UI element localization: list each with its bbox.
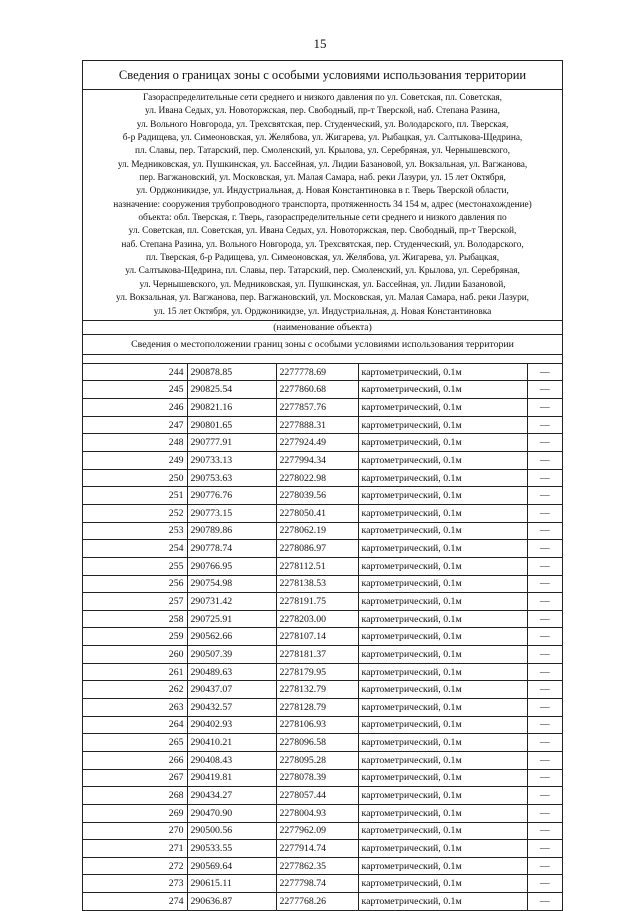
x-coordinate-cell: 290615.11 <box>187 875 276 893</box>
method-cell: картометрический, 0.1м <box>358 734 527 752</box>
y-coordinate-cell: 2277860.68 <box>276 381 358 399</box>
y-coordinate-cell: 2277862.35 <box>276 857 358 875</box>
y-coordinate-cell: 2278039.56 <box>276 487 358 505</box>
note-cell: — <box>527 804 562 822</box>
y-coordinate-cell: 2278203.00 <box>276 610 358 628</box>
table-row <box>83 734 562 752</box>
y-coordinate-cell: 2277857.76 <box>276 399 358 417</box>
point-number-cell: 264 <box>83 716 187 734</box>
method-cell: картометрический, 0.1м <box>358 875 527 893</box>
point-number-cell: 271 <box>83 840 187 858</box>
point-number-cell: 246 <box>83 399 187 417</box>
note-cell: — <box>527 487 562 505</box>
zone-boundaries-document <box>82 60 563 911</box>
x-coordinate-cell: 290408.43 <box>187 751 276 769</box>
note-cell: — <box>527 875 562 893</box>
table-row <box>83 716 562 734</box>
description-line: ул. Орджоникидзе, ул. Индустриальная, д. Новая Константиновка в г. Тверь Тверской области, <box>136 186 509 197</box>
method-cell: картометрический, 0.1м <box>358 381 527 399</box>
x-coordinate-cell: 290801.65 <box>187 416 276 434</box>
point-number-cell: 260 <box>83 646 187 664</box>
x-coordinate-cell: 290562.66 <box>187 628 276 646</box>
method-cell: картометрический, 0.1м <box>358 840 527 858</box>
table-row <box>83 381 562 399</box>
note-cell: — <box>527 734 562 752</box>
method-cell: картометрический, 0.1м <box>358 610 527 628</box>
table-row <box>83 434 562 452</box>
table-row <box>83 787 562 805</box>
point-number-cell: 254 <box>83 540 187 558</box>
x-coordinate-cell: 290776.76 <box>187 487 276 505</box>
note-cell: — <box>527 681 562 699</box>
x-coordinate-cell: 290636.87 <box>187 893 276 910</box>
table-row <box>83 469 562 487</box>
description-line: ул. 15 лет Октября, ул. Орджоникидзе, ул. Индустриальная, д. Новая Константиновка <box>153 306 492 317</box>
y-coordinate-cell: 2277778.69 <box>276 364 358 381</box>
point-number-cell: 266 <box>83 751 187 769</box>
y-coordinate-cell: 2278106.93 <box>276 716 358 734</box>
method-cell: картометрический, 0.1м <box>358 769 527 787</box>
point-number-cell: 256 <box>83 575 187 593</box>
description-line: ул. Советская, пл. Советская, ул. Ивана Седых, ул. Новоторжская, пер. Свободный, пр-т Тверской, <box>128 226 517 237</box>
method-cell: картометрический, 0.1м <box>358 681 527 699</box>
y-coordinate-cell: 2278062.19 <box>276 522 358 540</box>
description-line: пл. Славы, пер. Татарский, пер. Смоленский, ул. Крылова, ул. Серебряная, ул. Чернышевского, <box>135 146 510 157</box>
method-cell: картометрический, 0.1м <box>358 699 527 717</box>
method-cell: картометрический, 0.1м <box>358 628 527 646</box>
description-line: ул. Салтыкова-Щедрина, пл. Славы, пер. Татарский, пер. Смоленский, ул. Крылова, ул. Серебряная, <box>125 266 520 277</box>
object-name-caption: (наименование объекта) <box>83 321 562 335</box>
x-coordinate-cell: 290470.90 <box>187 804 276 822</box>
table-row <box>83 751 562 769</box>
point-number-cell: 273 <box>83 875 187 893</box>
method-cell: картометрический, 0.1м <box>358 416 527 434</box>
point-number-cell: 263 <box>83 699 187 717</box>
point-number-cell: 268 <box>83 787 187 805</box>
point-number-cell: 269 <box>83 804 187 822</box>
method-cell: картометрический, 0.1м <box>358 540 527 558</box>
x-coordinate-cell: 290789.86 <box>187 522 276 540</box>
note-cell: — <box>527 557 562 575</box>
x-coordinate-cell: 290733.13 <box>187 452 276 470</box>
description-line: ул. Вокзальная, ул. Вагжанова, пер. Вагжановский, ул. Московская, ул. Малая Самара, наб. реки Лазури, <box>116 293 529 304</box>
note-cell: — <box>527 610 562 628</box>
y-coordinate-cell: 2278057.44 <box>276 787 358 805</box>
point-number-cell: 262 <box>83 681 187 699</box>
y-coordinate-cell: 2278128.79 <box>276 699 358 717</box>
note-cell: — <box>527 416 562 434</box>
x-coordinate-cell: 290878.85 <box>187 364 276 381</box>
note-cell: — <box>527 699 562 717</box>
method-cell: картометрический, 0.1м <box>358 504 527 522</box>
y-coordinate-cell: 2277768.26 <box>276 893 358 910</box>
method-cell: картометрический, 0.1м <box>358 857 527 875</box>
x-coordinate-cell: 290777.91 <box>187 434 276 452</box>
point-number-cell: 248 <box>83 434 187 452</box>
y-coordinate-cell: 2278095.28 <box>276 751 358 769</box>
method-cell: картометрический, 0.1м <box>358 893 527 910</box>
x-coordinate-cell: 290434.27 <box>187 787 276 805</box>
y-coordinate-cell: 2277994.34 <box>276 452 358 470</box>
x-coordinate-cell: 290821.16 <box>187 399 276 417</box>
x-coordinate-cell: 290725.91 <box>187 610 276 628</box>
table-row <box>83 663 562 681</box>
note-cell: — <box>527 751 562 769</box>
y-coordinate-cell: 2277962.09 <box>276 822 358 840</box>
y-coordinate-cell: 2278004.93 <box>276 804 358 822</box>
note-cell: — <box>527 452 562 470</box>
y-coordinate-cell: 2278096.58 <box>276 734 358 752</box>
note-cell: — <box>527 381 562 399</box>
table-row <box>83 487 562 505</box>
method-cell: картометрический, 0.1м <box>358 751 527 769</box>
x-coordinate-cell: 290753.63 <box>187 469 276 487</box>
note-cell: — <box>527 857 562 875</box>
table-row <box>83 504 562 522</box>
point-number-cell: 250 <box>83 469 187 487</box>
point-number-cell: 244 <box>83 364 187 381</box>
table-row <box>83 575 562 593</box>
x-coordinate-cell: 290507.39 <box>187 646 276 664</box>
table-row <box>83 628 562 646</box>
description-line: наб. Степана Разина, ул. Вольного Новгорода, ул. Трехсвятская, пер. Студенческий, ул. Володарского, <box>121 239 524 250</box>
table-row <box>83 522 562 540</box>
table-spacer <box>83 355 562 364</box>
table-row <box>83 557 562 575</box>
x-coordinate-cell: 290419.81 <box>187 769 276 787</box>
point-number-cell: 252 <box>83 504 187 522</box>
method-cell: картометрический, 0.1м <box>358 787 527 805</box>
x-coordinate-cell: 290766.95 <box>187 557 276 575</box>
method-cell: картометрический, 0.1м <box>358 487 527 505</box>
table-row <box>83 804 562 822</box>
note-cell: — <box>527 646 562 664</box>
note-cell: — <box>527 593 562 611</box>
table-row <box>83 399 562 417</box>
method-cell: картометрический, 0.1м <box>358 663 527 681</box>
point-number-cell: 265 <box>83 734 187 752</box>
x-coordinate-cell: 290489.63 <box>187 663 276 681</box>
description-line: Газораспределительные сети среднего и низкого давления по ул. Советская, пл. Советская, <box>143 93 502 103</box>
x-coordinate-cell: 290754.98 <box>187 575 276 593</box>
description-line: ул. Медниковская, ул. Пушкинская, ул. Бассейная, ул. Лидии Базановой, ул. Вокзальная, ул. Вагжанова, <box>117 159 528 170</box>
y-coordinate-cell: 2277924.49 <box>276 434 358 452</box>
object-description <box>83 90 562 321</box>
note-cell: — <box>527 575 562 593</box>
x-coordinate-cell: 290410.21 <box>187 734 276 752</box>
coordinates-table <box>83 364 562 910</box>
note-cell: — <box>527 399 562 417</box>
point-number-cell: 272 <box>83 857 187 875</box>
y-coordinate-cell: 2278138.53 <box>276 575 358 593</box>
method-cell: картометрический, 0.1м <box>358 452 527 470</box>
description-line: б-р Радищева, ул. Симеоновская, ул. Желябова, ул. Жигарева, ул. Рыбацкая, ул. Салтыкова-Щедрина, <box>122 133 523 144</box>
table-row <box>83 769 562 787</box>
note-cell: — <box>527 469 562 487</box>
table-row <box>83 452 562 470</box>
method-cell: картометрический, 0.1м <box>358 434 527 452</box>
location-caption: Сведения о местоположении границ зоны с особыми условиями использования территории <box>83 335 562 355</box>
y-coordinate-cell: 2278107.14 <box>276 628 358 646</box>
note-cell: — <box>527 840 562 858</box>
x-coordinate-cell: 290569.64 <box>187 857 276 875</box>
note-cell: — <box>527 663 562 681</box>
table-row <box>83 540 562 558</box>
table-row <box>83 893 562 910</box>
y-coordinate-cell: 2277888.31 <box>276 416 358 434</box>
description-line: ул. Ивана Седых, ул. Новоторжская, пер. Свободный, пр-т Тверской, наб. Степана Разина, <box>145 106 500 117</box>
description-line: ул. Чернышевского, ул. Медниковская, ул. Пушкинская, ул. Бассейная, ул. Лидии Базановой, <box>139 279 506 290</box>
point-number-cell: 253 <box>83 522 187 540</box>
description-line: объекта: обл. Тверская, г. Тверь, газораспределительные сети среднего и низкого давления по <box>138 213 507 224</box>
method-cell: картометрический, 0.1м <box>358 575 527 593</box>
table-row <box>83 840 562 858</box>
y-coordinate-cell: 2278191.75 <box>276 593 358 611</box>
point-number-cell: 247 <box>83 416 187 434</box>
note-cell: — <box>527 893 562 910</box>
x-coordinate-cell: 290402.93 <box>187 716 276 734</box>
note-cell: — <box>527 787 562 805</box>
point-number-cell: 258 <box>83 610 187 628</box>
x-coordinate-cell: 290773.15 <box>187 504 276 522</box>
note-cell: — <box>527 628 562 646</box>
note-cell: — <box>527 364 562 381</box>
point-number-cell: 255 <box>83 557 187 575</box>
note-cell: — <box>527 522 562 540</box>
point-number-cell: 249 <box>83 452 187 470</box>
y-coordinate-cell: 2278179.95 <box>276 663 358 681</box>
point-number-cell: 259 <box>83 628 187 646</box>
point-number-cell: 251 <box>83 487 187 505</box>
table-row <box>83 857 562 875</box>
method-cell: картометрический, 0.1м <box>358 804 527 822</box>
x-coordinate-cell: 290500.56 <box>187 822 276 840</box>
x-coordinate-cell: 290437.07 <box>187 681 276 699</box>
method-cell: картометрический, 0.1м <box>358 557 527 575</box>
table-row <box>83 646 562 664</box>
table-row <box>83 416 562 434</box>
point-number-cell: 267 <box>83 769 187 787</box>
x-coordinate-cell: 290533.55 <box>187 840 276 858</box>
description-line: ул. Вольного Новгорода, ул. Трехсвятская, пер. Студенческий, ул. Володарского, пл. Тверская, <box>136 119 509 130</box>
table-row <box>83 875 562 893</box>
y-coordinate-cell: 2278078.39 <box>276 769 358 787</box>
x-coordinate-cell: 290432.57 <box>187 699 276 717</box>
table-row <box>83 681 562 699</box>
table-row <box>83 593 562 611</box>
note-cell: — <box>527 769 562 787</box>
y-coordinate-cell: 2278086.97 <box>276 540 358 558</box>
table-row <box>83 364 562 381</box>
note-cell: — <box>527 540 562 558</box>
y-coordinate-cell: 2278132.79 <box>276 681 358 699</box>
method-cell: картометрический, 0.1м <box>358 469 527 487</box>
method-cell: картометрический, 0.1м <box>358 716 527 734</box>
method-cell: картометрический, 0.1м <box>358 646 527 664</box>
note-cell: — <box>527 504 562 522</box>
note-cell: — <box>527 434 562 452</box>
note-cell: — <box>527 822 562 840</box>
point-number-cell: 261 <box>83 663 187 681</box>
method-cell: картометрический, 0.1м <box>358 364 527 381</box>
y-coordinate-cell: 2278050.41 <box>276 504 358 522</box>
point-number-cell: 270 <box>83 822 187 840</box>
page-number: 15 <box>313 36 327 51</box>
point-number-cell: 257 <box>83 593 187 611</box>
point-number-cell: 274 <box>83 893 187 910</box>
x-coordinate-cell: 290825.54 <box>187 381 276 399</box>
method-cell: картометрический, 0.1м <box>358 822 527 840</box>
method-cell: картометрический, 0.1м <box>358 593 527 611</box>
x-coordinate-cell: 290731.42 <box>187 593 276 611</box>
point-number-cell: 245 <box>83 381 187 399</box>
method-cell: картометрический, 0.1м <box>358 522 527 540</box>
x-coordinate-cell: 290778.74 <box>187 540 276 558</box>
y-coordinate-cell: 2277914.74 <box>276 840 358 858</box>
description-line: назначение: сооружения трубопроводного транспорта, протяженность 34 154 м, адрес (местонахождение) <box>113 199 532 210</box>
description-line: пер. Вагжановский, ул. Московская, ул. Малая Самара, наб. реки Лазури, ул. 15 лет Октября, <box>139 173 506 184</box>
y-coordinate-cell: 2278112.51 <box>276 557 358 575</box>
note-cell: — <box>527 716 562 734</box>
table-row <box>83 822 562 840</box>
y-coordinate-cell: 2278022.98 <box>276 469 358 487</box>
table-row <box>83 610 562 628</box>
method-cell: картометрический, 0.1м <box>358 399 527 417</box>
table-row <box>83 699 562 717</box>
document-title: Сведения о границах зоны с особыми условиями использования территории <box>83 61 562 90</box>
description-line: пл. Тверская, б-р Радищева, ул. Симеоновская, ул. Желябова, ул. Жигарева, ул. Рыбацкая, <box>145 253 500 264</box>
y-coordinate-cell: 2277798.74 <box>276 875 358 893</box>
y-coordinate-cell: 2278181.37 <box>276 646 358 664</box>
